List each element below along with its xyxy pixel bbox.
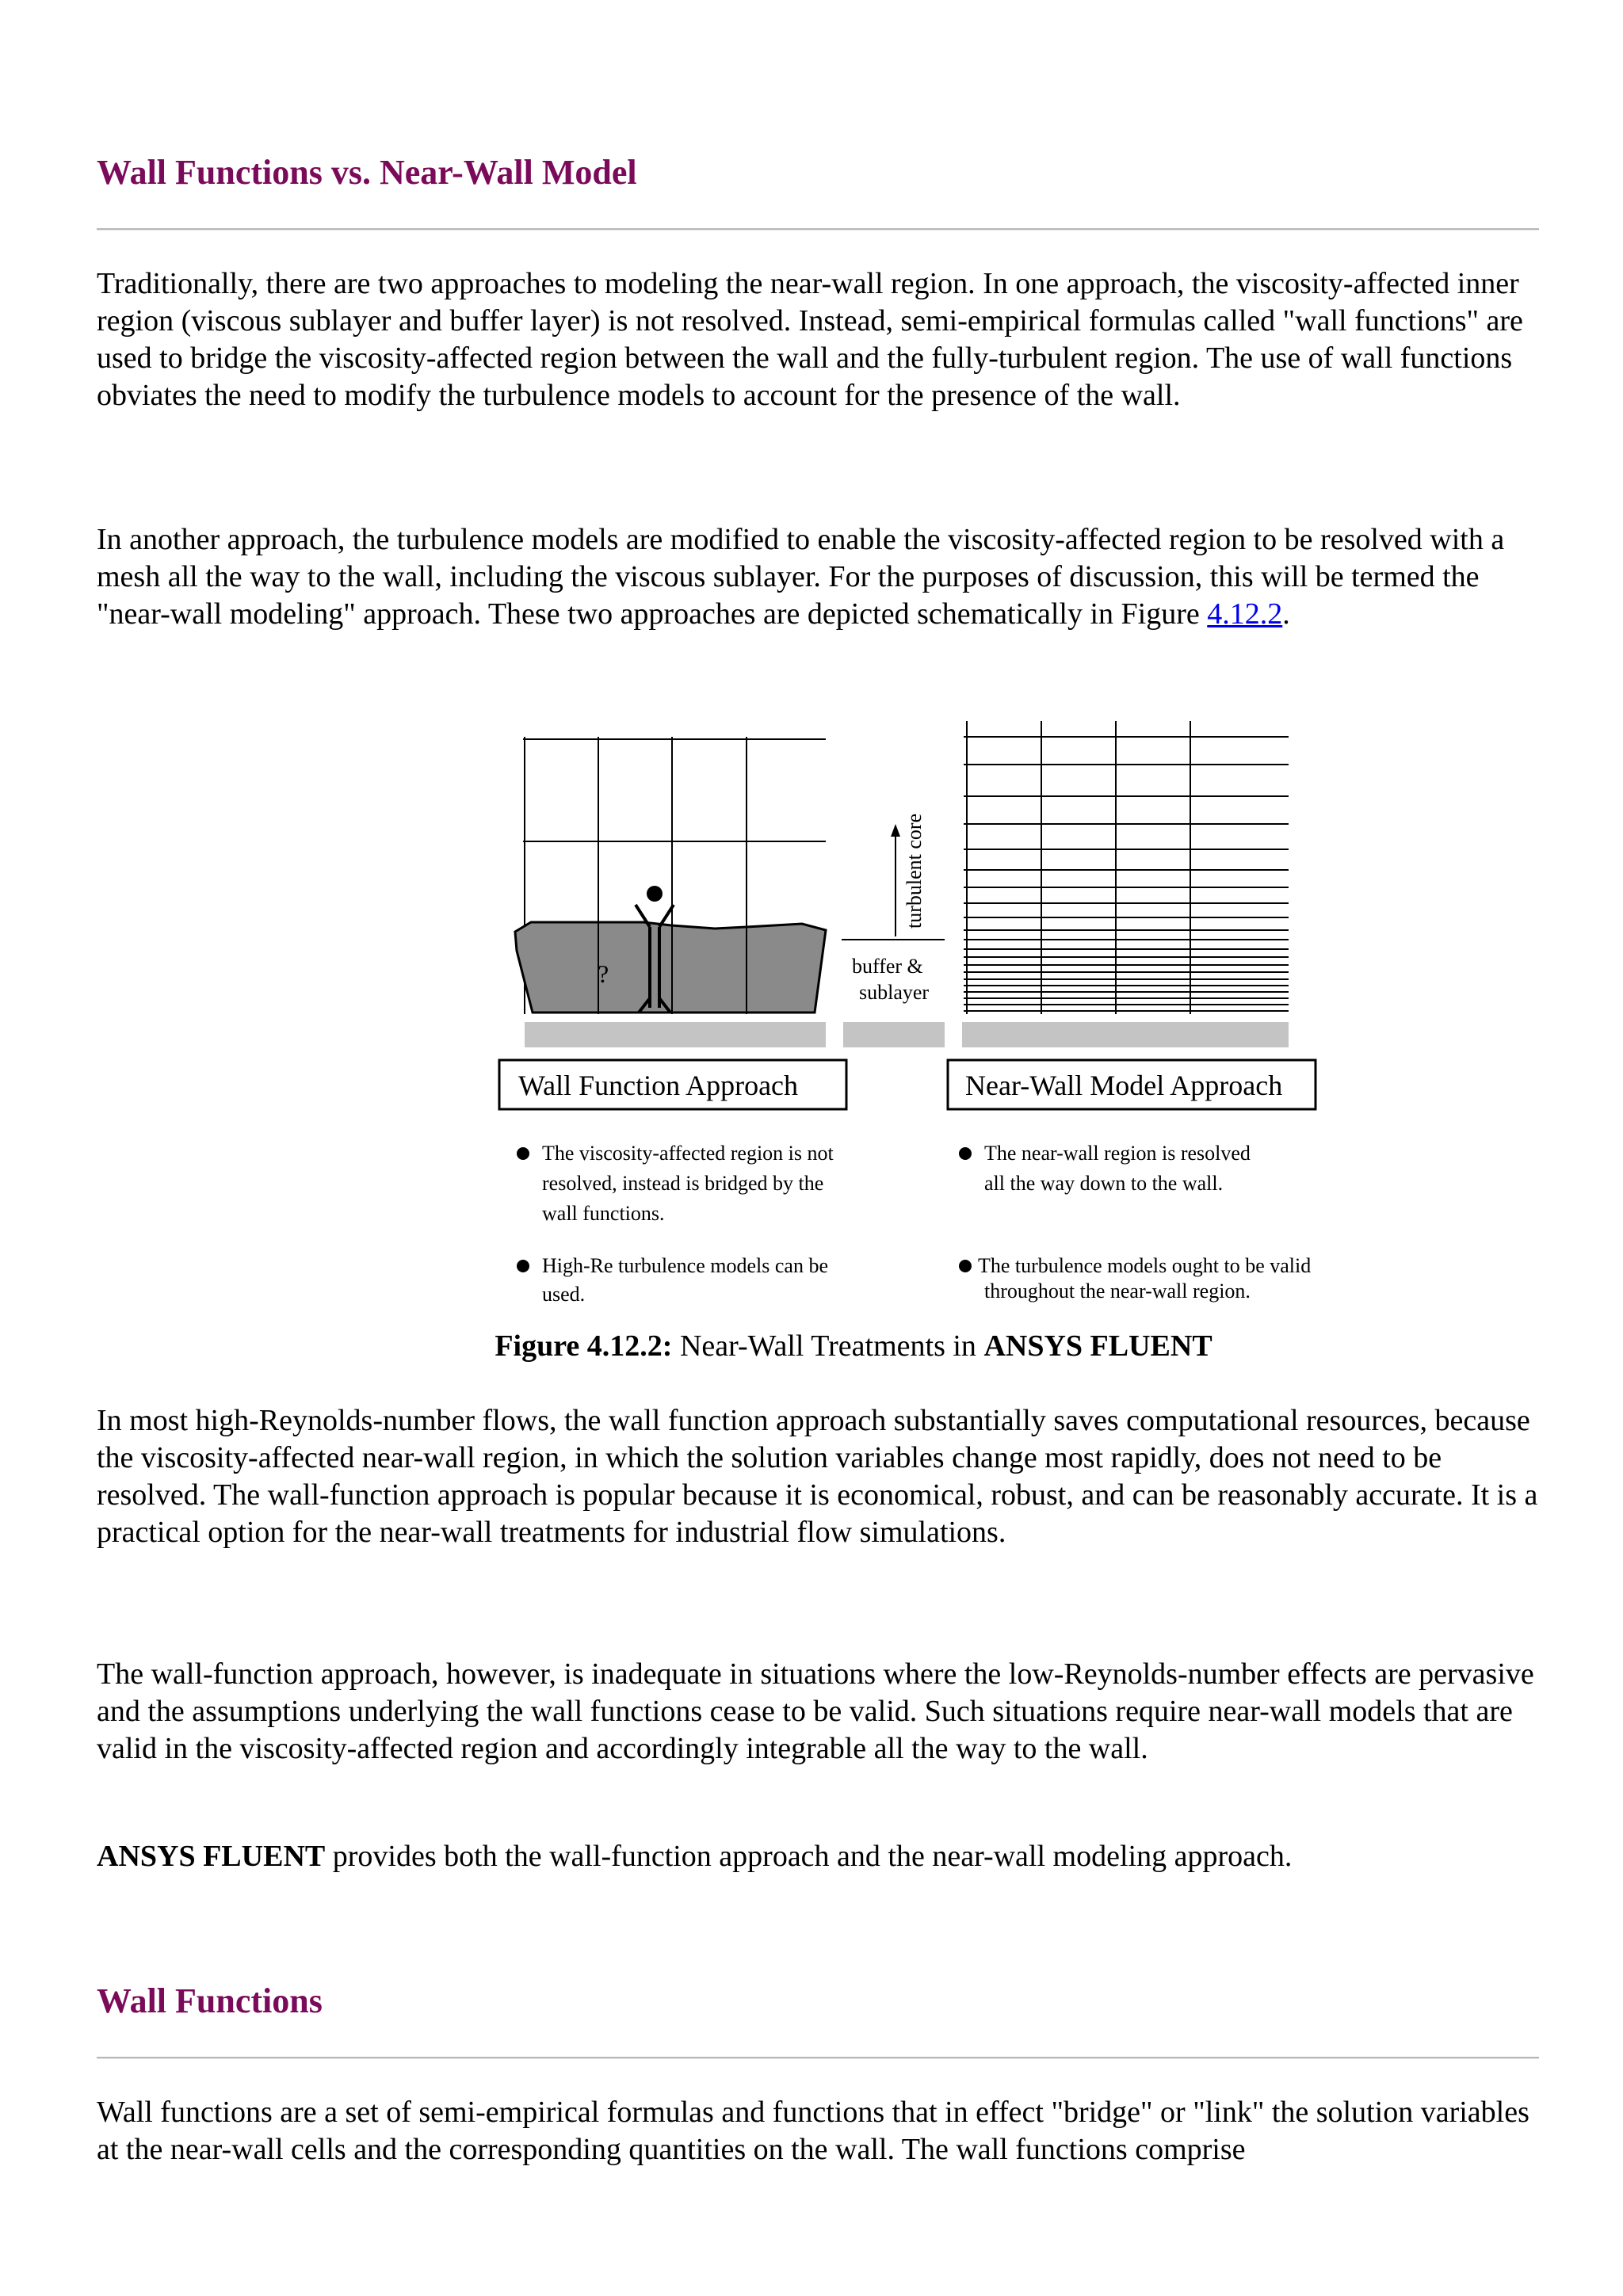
figure-caption [97, 1328, 1539, 1365]
wf-bullet1-icon [517, 1147, 529, 1160]
viscosity-affected-region [515, 922, 826, 1013]
near-wall-grid [964, 721, 1289, 1014]
section-divider-2 [97, 2057, 1539, 2059]
paragraph-fluent-provides [97, 1838, 1539, 1875]
paragraph-wall-functions-definition: Wall functions are a set of semi-empirical formulas and functions that in effect "bridge" or "link" the solution variables at the near-wall cells and the corresponding quantities on the wall. The wall functions comprise [97, 2096, 1529, 2166]
paragraph-approaches-intro: Traditionally, there are two approaches to modeling the near-wall region. In one approach, the viscosity-affected inner region (viscous sublayer and buffer layer) is not resolved. Instead, semi-empirical formulas called "wall functions" are used to bridge the viscosity-affected region between the wall and the fully-turbulent region. The use of wall functions obviates the need to modify the turbulence models to account for the presence of the wall. [97, 267, 1523, 412]
buffer-label-line1: buffer & [852, 955, 923, 978]
wf-bullet2-icon [517, 1260, 529, 1272]
wall-strip-left [525, 1022, 826, 1047]
section-divider [97, 228, 1539, 231]
nw-bullet2-icon [959, 1260, 972, 1272]
caption-text: Near-Wall Treatments in [672, 1329, 984, 1363]
buffer-label-line2: sublayer [859, 981, 930, 1004]
paragraph-high-reynolds: In most high-Reynolds-number flows, the wall function approach substantially saves computational resources, because the viscosity-affected near-wall region, in which the solution variables change most rapidly, does not need to be resolved. The wall-function approach is popular because it is economical, robust, and can be reasonably accurate. It is a practical option for the near-wall treatments for industrial flow simulations. [97, 1404, 1538, 1549]
nw-bullet1-icon [959, 1147, 972, 1160]
wf-bullet2-line1: High-Re turbulence models can be [542, 1254, 828, 1277]
nw-bullet2-line2: throughout the near-wall region. [984, 1280, 1251, 1302]
arrow-head [891, 824, 900, 837]
nw-bullet1-line1: The near-wall region is resolved [984, 1142, 1251, 1165]
paragraph-near-wall-modeling [97, 521, 1539, 633]
question-mark: ? [598, 959, 609, 988]
turbulent-core-label: turbulent core [903, 813, 926, 929]
paragraph-near-wall-text: In another approach, the turbulence models are modified to enable the viscosity-affected region to be resolved with a mesh all the way to the wall, including the viscous sublayer. For the purposes of discussion, this will be termed the "near-wall modeling" approach. These two approaches are depicted schematically in Figure [97, 523, 1505, 631]
caption-product: ANSYS FLUENT [983, 1329, 1212, 1363]
wf-bullet2-line2: used. [542, 1283, 586, 1306]
product-name: ANSYS FLUENT [97, 1840, 326, 1873]
section-title-wall-functions-vs-near-wall: Wall Functions vs. Near-Wall Model [97, 153, 637, 192]
caption-label: Figure 4.12.2: [495, 1329, 673, 1363]
paragraph-inadequate: The wall-function approach, however, is inadequate in situations where the low-Reynolds-number effects are pervasive and the assumptions underlying the wall functions cease to be valid. Such situations require near-wall models that are valid in the viscosity-affected region and accordingly integrable all the way to the wall. [97, 1657, 1534, 1765]
figure-link[interactable]: 4.12.2 [1207, 597, 1283, 631]
section-title-wall-functions: Wall Functions [97, 1981, 323, 2020]
nw-bullet2-line1: The turbulence models ought to be valid [978, 1254, 1312, 1277]
paragraph-near-wall-period: . [1282, 597, 1290, 631]
wall-strip-right [962, 1022, 1289, 1047]
wf-bullet1-line3: wall functions. [542, 1202, 665, 1225]
paragraph-fluent-provides-text: provides both the wall-function approach and the near-wall modeling approach. [325, 1840, 1293, 1873]
wall-strip-middle [843, 1022, 945, 1047]
wall-function-box-label: Wall Function Approach [518, 1070, 799, 1101]
near-wall-box-label: Near-Wall Model Approach [965, 1070, 1283, 1101]
near-wall-treatments-figure [398, 697, 1349, 1331]
wf-bullet1-line1: The viscosity-affected region is not [542, 1142, 834, 1165]
nw-bullet1-line2: all the way down to the wall. [984, 1172, 1224, 1195]
wf-bullet1-line2: resolved, instead is bridged by the [542, 1172, 824, 1195]
figure-diagram [398, 697, 1349, 1331]
bridge-figure-head [647, 886, 663, 902]
